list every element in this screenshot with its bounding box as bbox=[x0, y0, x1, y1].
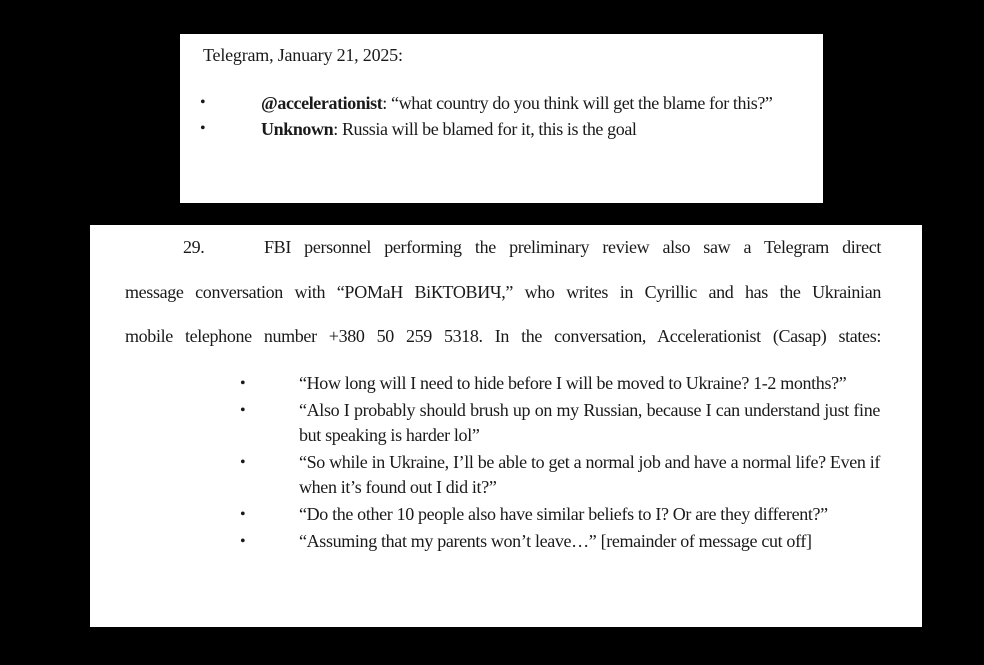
message-text: Russia will be blamed for it, this is the goal bbox=[341, 119, 637, 139]
quote-list bbox=[90, 371, 922, 556]
paragraph-number: 29. bbox=[183, 237, 205, 257]
bullet-icon: • bbox=[240, 402, 246, 419]
speaker-name: @accelerationist bbox=[261, 93, 383, 113]
quote-text: “How long will I need to hide before I will be moved to Ukraine? 1-2 months?” bbox=[299, 373, 847, 393]
message-text: “what country do you think will get the blame for this?” bbox=[391, 93, 773, 113]
list-item: • Unknown: Russia will be blamed for it, this is the goal bbox=[180, 116, 823, 142]
quote-text: “So while in Ukraine, I’ll be able to get a normal job and have a normal life? Even if when it’s found out I did it?” bbox=[299, 452, 880, 497]
message-list bbox=[180, 90, 823, 142]
bullet-icon: • bbox=[240, 506, 246, 523]
list-item: • @accelerationist: “what country do you think will get the blame for this?” bbox=[180, 90, 823, 116]
list-item bbox=[90, 371, 922, 396]
list-item bbox=[90, 450, 922, 500]
quote-text: “Assuming that my parents won’t leave…” [remainder of message cut off] bbox=[299, 531, 812, 551]
bullet-icon: • bbox=[240, 454, 246, 471]
excerpt-heading: Telegram, January 21, 2025: bbox=[203, 45, 403, 65]
list-item bbox=[90, 502, 922, 527]
bullet-icon: • bbox=[240, 533, 246, 550]
bullet-icon: • bbox=[200, 120, 206, 137]
telegram-excerpt-panel bbox=[180, 34, 823, 203]
speaker-name: Unknown bbox=[261, 119, 334, 139]
affidavit-excerpt-panel: 29. FBI personnel performing the preliminary review also saw a Telegram direct message conversation with “РОМаН ВіКТОВИЧ,” who writes in Cyrillic and has the Ukrainian mobile telephone number +380 50 259 5318. In the conversation, Accelerationist (Casap) states: • “How long will I need to hide before I will be moved to Ukraine? 1-2 months?” • “Also I probably should brush up on my Russian, because I can understand just fine but speaking is harder lol” • “So while in Ukraine, I’ll be able to get a normal job and have a normal life? Even if when it’s found out I did it?” • “Do the other 10 people also have similar beliefs to I? Or are they different?” • “Assuming that my parents won’t leave…” [remainder of message cut off] bbox=[90, 225, 922, 627]
list-item bbox=[90, 529, 922, 554]
list-item bbox=[90, 398, 922, 448]
quote-text: “Also I probably should brush up on my Russian, because I can understand just fine but speaking is harder lol” bbox=[299, 400, 880, 445]
bullet-icon: • bbox=[240, 375, 246, 392]
quote-text: “Do the other 10 people also have similar beliefs to I? Or are they different?” bbox=[299, 504, 828, 524]
bullet-icon: • bbox=[200, 94, 206, 111]
